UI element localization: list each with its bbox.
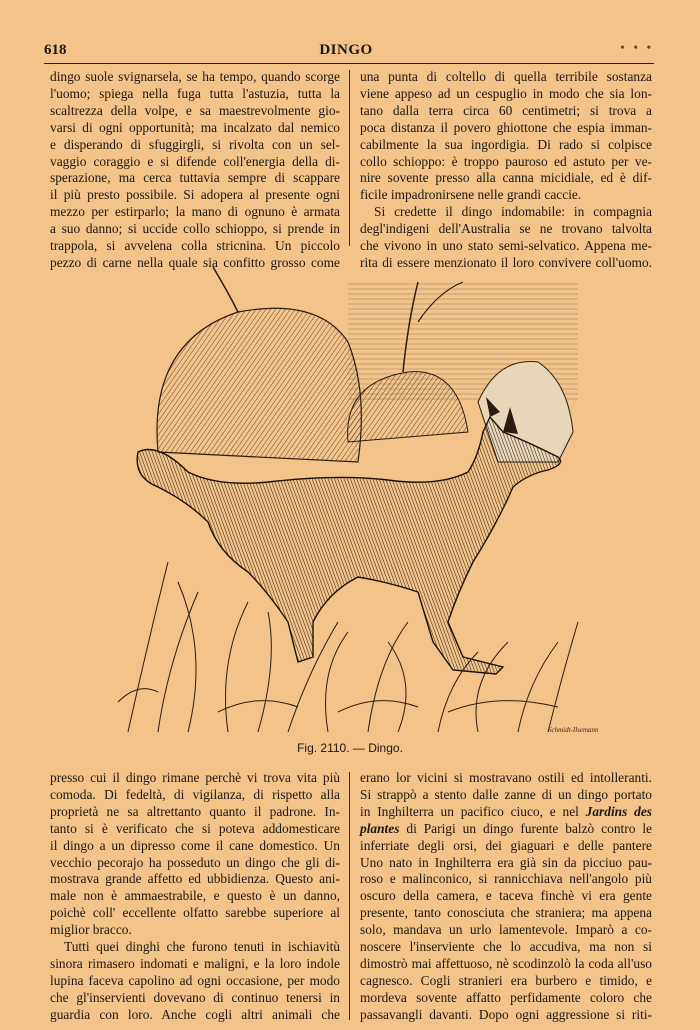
column-divider (349, 70, 350, 246)
haystack-stalk (213, 267, 238, 312)
text-line (360, 821, 652, 838)
running-title: DINGO (319, 42, 373, 58)
text-line: poca distanza il povero ghiottone che espia imman- (360, 119, 652, 135)
text-line: passavangli davanti. Dopo ogni aggressione si riti- (360, 1006, 652, 1022)
text-line: sperazione, ma cerca tuttavia sempre di scappare (50, 170, 340, 186)
text-line: Si strappò a stento dalle zanne di un dingo portato (360, 786, 652, 802)
column-divider (349, 772, 350, 1020)
text-line: proprietà ne sa altrettanto quanto il padrone. In- (50, 803, 340, 819)
text-line: nire sovente presso alla canna micidiale, ed è dif- (360, 170, 652, 186)
text-line: il dingo a un dipresso come il cane domestico. Un (50, 837, 340, 853)
plantes-emphasis: plantes (360, 820, 400, 836)
text-line (360, 804, 652, 821)
bottom-right-column (360, 770, 652, 1024)
text-line: miglior bracco. (50, 922, 132, 938)
text-line: solo, mandava un urlo lamentevole. Imparò a co- (360, 922, 652, 938)
text-line: poichè coll' eccellente olfatto sarebbe superiore al (50, 905, 340, 921)
text-line: una punta di coltello di quella terribile sostanza (360, 69, 652, 84)
text-line: cagnesco. Cogli stranieri era burbero e timido, e (360, 972, 652, 988)
text-line: mezzo per estirparlo; la mano di ognuno è armata (50, 204, 340, 220)
text-line: dingo suole svignarsela, se ha tempo, quando scorge (50, 69, 340, 84)
page-header (38, 42, 654, 64)
text-line: sinora rimasero indomati e maligni, e la loro indole (50, 955, 340, 971)
text-line: male non è ammaestrabile, e questo è un danno, (50, 888, 340, 904)
text-line: degl'indigeni dell'Australia se ne trovano talvolta (360, 221, 652, 237)
jardin-emphasis: Jardins des (585, 803, 652, 819)
text-line: mordeva sovente affatto perfidamente coloro che (360, 989, 652, 1005)
text-line: cabilmente la sua ingordigia. Di rado si colpisce (360, 136, 652, 152)
text-line: che vivono in uno stato semi-selvatico. Appena me- (360, 238, 652, 254)
text-line: rita di essere menzionato il loro convivere coll'uomo. (360, 254, 652, 270)
text-line: Tutti quei dinghi che furono tenuti in ischiavitù (64, 939, 340, 955)
top-right-column (360, 69, 652, 272)
text-line: e disperando di sfuggirgli, si rivolta con un sel- (50, 136, 340, 152)
text-line: guardia con loro. Anche cogli altri animali che (50, 1006, 340, 1022)
text-line: comoda. Di fedeltà, di vigilanza, di rispetto alla (50, 786, 340, 802)
text-fragment: in Inghilterra un pacifico ciuco, e nel (360, 803, 579, 819)
text-line: scaltrezza della volpe, e sa maestrevolmente gio- (50, 102, 340, 118)
text-line: noscere l'inserviente che lo accudiva, ma non si (360, 939, 652, 955)
text-line: tanto si è verificato che si poteva addomesticare (50, 820, 340, 836)
text-line: presente, tanto conosciuta che straniera; ma appena (360, 905, 652, 921)
text-line: presso cui il dingo rimane perchè vi trova vita più (50, 770, 340, 785)
text-line: collo schioppo: è troppo pauroso ed astuto per ve- (360, 153, 652, 169)
text-line: Si credette il dingo indomabile: in compagnia (374, 204, 652, 220)
text-line: lupina faceva capolino ad ogni occasione, per modo (50, 972, 340, 988)
text-line: a suo danno; si uccide collo schioppo, si prende in (50, 221, 340, 237)
text-line: vaggio coraggio e si difende coll'energia della di- (50, 153, 340, 169)
bottom-left-column (50, 770, 340, 1024)
text-line: mostrava grande affetto ed ubbidienza. Questo ani- (50, 871, 340, 887)
text-line: varsi di ogni opportunità; ma incalzato dal nemico (50, 119, 340, 135)
text-line: dimostrò mai affettuoso, nè scodinzolò la coda all'uso (360, 955, 652, 971)
text-line: ficile impadronirsene nelle grandi caccie. (360, 187, 582, 203)
text-line: il più presto possibile. Si adopera al presente ogni (50, 187, 340, 203)
text-line: Uno nato in Inghilterra era già sin da picciuo pau- (360, 854, 652, 870)
top-left-column (50, 69, 340, 272)
text-line: inferriate degli orsi, dei giaguari e delle pantere (360, 837, 652, 853)
text-line: l'uomo; spiega nella fuga tutta l'astuzia, tutta la (50, 85, 340, 101)
text-line: oscuro della camera, e taceva finchè vi era gente (360, 888, 652, 904)
text-line: tano dalla terra circa 60 centimetri; si trova a (360, 102, 652, 118)
text-line: pezzo di carne nella quale sia confitto grosso come (50, 254, 340, 270)
figure-caption: Fig. 2110. — Dingo. (297, 741, 403, 755)
haystack-left (157, 308, 361, 462)
engraver-signature: Schmidt-Ilsemann (548, 726, 599, 734)
text-line: vecchio pecorajo ha posseduto un dingo che gli di- (50, 854, 340, 870)
text-line: che gl'inservienti dovevano di continuo tenersi in (50, 989, 340, 1005)
text-fragment: di Parigi un dingo furente balzò contro le (406, 820, 652, 836)
printer-marks: • • • (620, 40, 654, 54)
text-line: erano lor vicini si mostravano ostili ed intolleranti. (360, 770, 652, 785)
page-number: 618 (44, 42, 67, 58)
header-rule (44, 63, 654, 64)
text-line: roso e malinconico, si rannicchiava nell'angolo più (360, 871, 652, 887)
grass (118, 562, 578, 732)
text-line: viene appeso ad un cespuglio in modo che sia lon- (360, 85, 652, 101)
dingo-engraving (118, 262, 599, 740)
text-line: trappola, si avvelena colla stricnina. Un piccolo (50, 238, 340, 254)
